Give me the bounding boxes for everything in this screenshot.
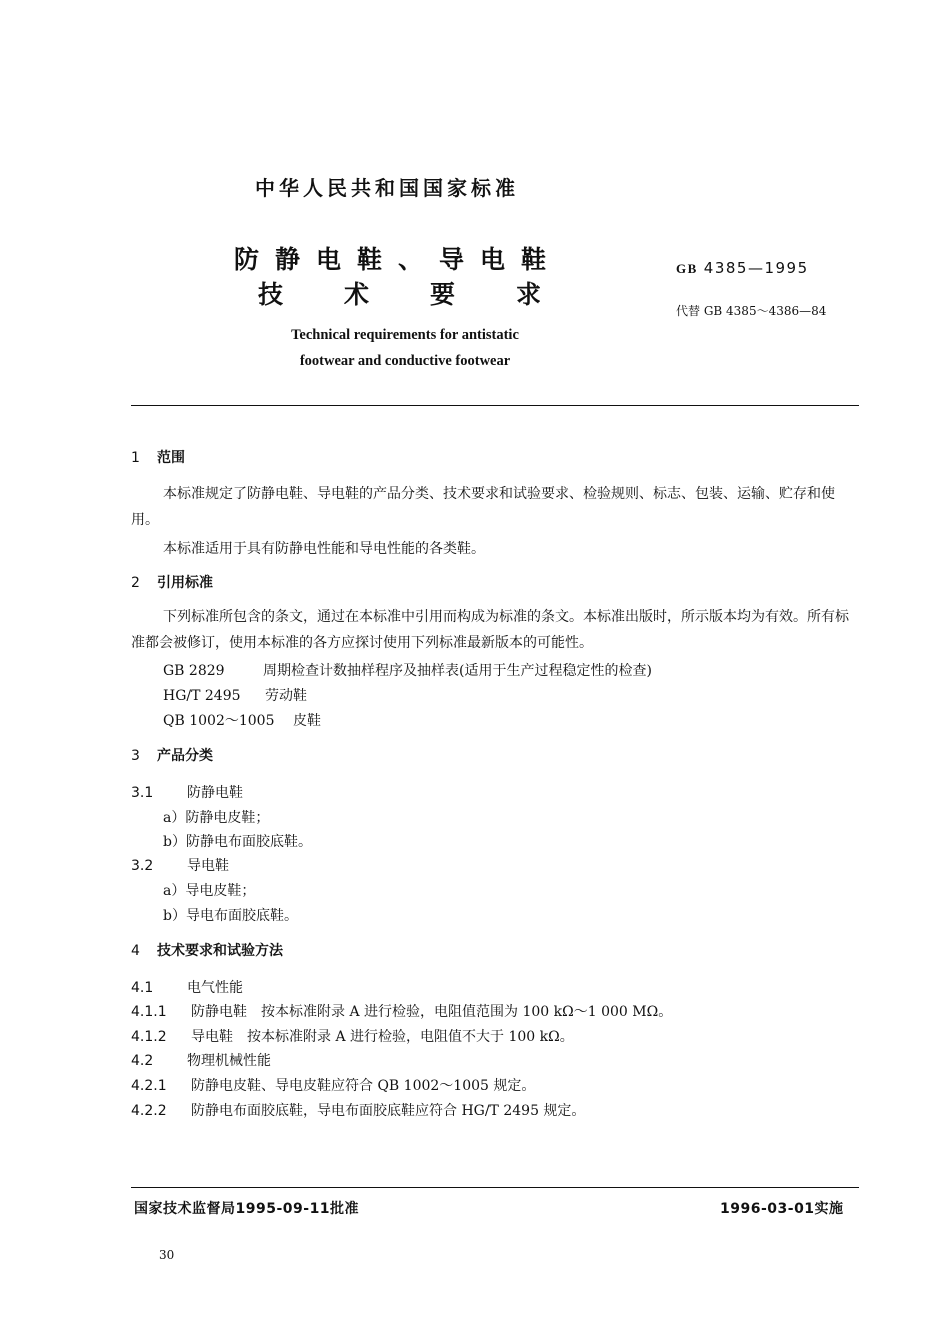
clause-number: 4.2.2 bbox=[131, 1103, 167, 1119]
section-1-heading bbox=[131, 447, 185, 467]
subsection-number: 4.2 bbox=[131, 1053, 154, 1069]
section-title: 产品分类 bbox=[157, 748, 213, 764]
reference-title: 周期检查计数抽样程序及抽样表(适用于生产过程稳定性的检查) bbox=[263, 663, 652, 679]
reference-code: QB 1002～1005 bbox=[163, 713, 275, 729]
clause-number: 4.1.1 bbox=[131, 1004, 167, 1020]
section-1-paragraph-1: 本标准规定了防静电鞋、导电鞋的产品分类、技术要求和试验要求、检验规则、标志、包装、运输、贮存和使用。 bbox=[131, 486, 835, 528]
section-number: 2 bbox=[131, 575, 140, 591]
clause-4-2-2 bbox=[131, 1100, 585, 1120]
standard-title-line-1: 防静电鞋、导电鞋 bbox=[234, 245, 563, 274]
subsection-title: 物理机械性能 bbox=[187, 1053, 271, 1069]
list-item: b）导电布面胶底鞋。 bbox=[163, 908, 298, 924]
english-title-line-1: Technical requirements for antistatic bbox=[291, 327, 519, 343]
page-number: 30 bbox=[159, 1248, 175, 1262]
list-item: a）导电皮鞋； bbox=[163, 883, 256, 899]
title-char: 技 bbox=[258, 280, 284, 309]
subsection-4-1 bbox=[131, 977, 243, 997]
section-number: 1 bbox=[131, 450, 140, 466]
clause-4-1-1 bbox=[131, 1001, 672, 1021]
standard-number: 4385—1995 bbox=[703, 259, 809, 277]
section-number: 4 bbox=[131, 943, 140, 959]
title-char: 要 bbox=[430, 280, 456, 309]
list-item: b）防静电布面胶底鞋。 bbox=[163, 834, 312, 850]
implementation-date: 1996-03-01实施 bbox=[720, 1201, 844, 1217]
english-title-line-2: footwear and conductive footwear bbox=[299, 353, 511, 369]
section-3-heading bbox=[131, 745, 213, 765]
reference-item bbox=[163, 685, 307, 705]
standard-title-line-2 bbox=[258, 275, 602, 311]
approval-line: 国家技术监督局1995-09-11批准 bbox=[134, 1201, 360, 1217]
subsection-3-1 bbox=[131, 782, 243, 802]
national-standard-heading: 中华人民共和国国家标准 bbox=[255, 176, 519, 200]
section-1-paragraph-2: 本标准适用于具有防静电性能和导电性能的各类鞋。 bbox=[163, 541, 485, 557]
header-divider bbox=[131, 405, 859, 406]
section-2-heading bbox=[131, 572, 213, 592]
standard-code bbox=[676, 259, 809, 277]
clause-text: 防静电布面胶底鞋，导电布面胶底鞋应符合 HG/T 2495 规定。 bbox=[191, 1103, 586, 1119]
reference-title: 皮鞋 bbox=[293, 713, 321, 729]
clause-4-2-1 bbox=[131, 1075, 535, 1095]
clause-text: 防静电鞋 按本标准附录 A 进行检验，电阻值范围为 100 kΩ～1 000 MΩ。 bbox=[191, 1004, 673, 1020]
subsection-title: 电气性能 bbox=[187, 980, 243, 996]
subsection-number: 3.2 bbox=[131, 858, 154, 874]
title-char: 求 bbox=[516, 280, 542, 309]
subsection-number: 4.1 bbox=[131, 980, 154, 996]
reference-item bbox=[163, 710, 321, 730]
section-number: 3 bbox=[131, 748, 140, 764]
subsection-title: 导电鞋 bbox=[187, 858, 229, 874]
clause-text: 导电鞋 按本标准附录 A 进行检验，电阻值不大于 100 kΩ。 bbox=[191, 1029, 574, 1045]
subsection-number: 3.1 bbox=[131, 785, 154, 801]
section-2-paragraph-1: 下列标准所包含的条文，通过在本标准中引用而构成为标准的条文。本标准出版时，所示版本均为有效。所有标准都会被修订，使用本标准的各方应探讨使用下列标准最新版本的可能性。 bbox=[131, 609, 849, 651]
section-title: 范围 bbox=[157, 450, 185, 466]
replaces-note: 代替 GB 4385～4386—84 bbox=[676, 304, 827, 318]
english-title bbox=[240, 322, 570, 374]
section-title: 引用标准 bbox=[157, 575, 213, 591]
list-item: a）防静电皮鞋； bbox=[163, 810, 270, 826]
clause-number: 4.2.1 bbox=[131, 1078, 167, 1094]
reference-title: 劳动鞋 bbox=[265, 688, 307, 704]
title-char: 术 bbox=[344, 280, 370, 309]
section-4-heading bbox=[131, 940, 283, 960]
subsection-4-2 bbox=[131, 1050, 271, 1070]
footer-divider bbox=[131, 1187, 859, 1188]
standard-prefix: GB bbox=[676, 261, 698, 276]
clause-4-1-2 bbox=[131, 1026, 574, 1046]
reference-item bbox=[163, 660, 652, 680]
subsection-title: 防静电鞋 bbox=[187, 785, 243, 801]
reference-code: GB 2829 bbox=[163, 663, 225, 679]
clause-number: 4.1.2 bbox=[131, 1029, 167, 1045]
section-title: 技术要求和试验方法 bbox=[157, 943, 283, 959]
clause-text: 防静电皮鞋、导电皮鞋应符合 QB 1002～1005 规定。 bbox=[191, 1078, 536, 1094]
subsection-3-2 bbox=[131, 855, 229, 875]
reference-code: HG/T 2495 bbox=[163, 688, 241, 704]
